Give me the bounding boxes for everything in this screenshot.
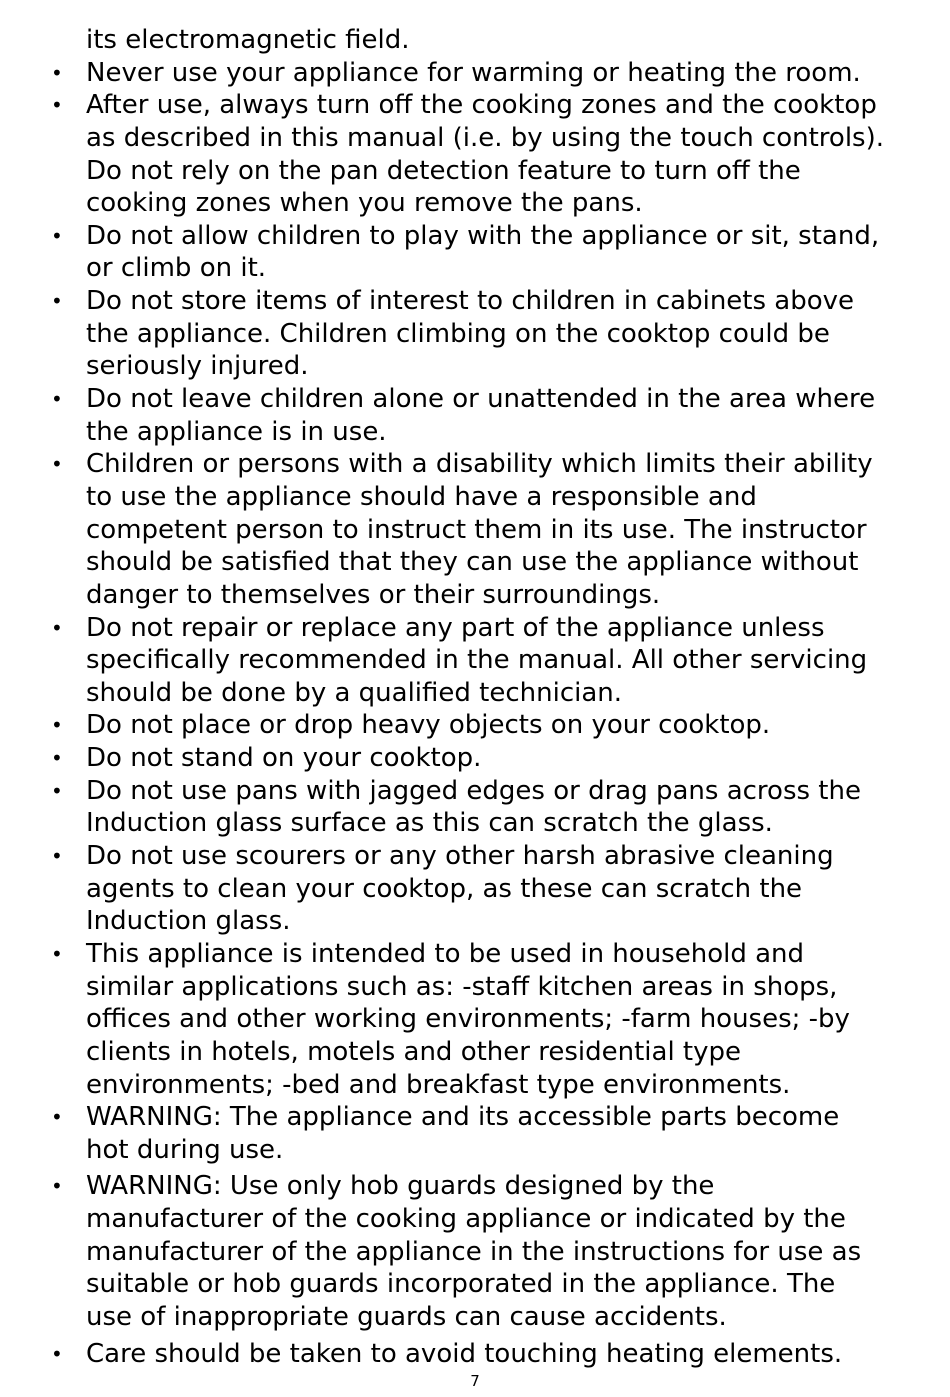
text-line: [0, 1301, 950, 1334]
line-text: hot during use.: [86, 1134, 284, 1165]
line-text: agents to clean your cooktop, as these can scratch the: [86, 873, 803, 904]
line-text: Do not place or drop heavy objects on your cooktop.: [86, 710, 771, 741]
bullet-item-line: [0, 709, 950, 742]
line-text: WARNING: Use only hob guards designed by the: [86, 1171, 715, 1202]
bullet-icon: •: [51, 844, 63, 869]
bullet-icon: •: [51, 387, 63, 412]
text-line: [0, 971, 950, 1004]
line-text: should be done by a qualified technician.: [86, 677, 623, 708]
line-text: offices and other working environments; -farm houses; -by: [86, 1004, 850, 1035]
line-text: specifically recommended in the manual. All other servicing: [86, 645, 868, 676]
bullet-icon: •: [51, 1341, 63, 1366]
text-line: [0, 187, 950, 220]
bullet-icon: •: [51, 615, 63, 640]
text-line: [0, 579, 950, 612]
bullet-icon: •: [51, 452, 63, 477]
text-line: [0, 1069, 950, 1102]
bullet-icon: •: [51, 93, 63, 118]
bullet-icon: •: [51, 778, 63, 803]
line-text: Care should be taken to avoid touching heating elements.: [86, 1338, 843, 1369]
text-line: [0, 318, 950, 351]
line-text: WARNING: The appliance and its accessible parts become: [86, 1102, 840, 1133]
bullet-item-line: [0, 383, 950, 416]
bullet-icon: •: [51, 1105, 63, 1130]
bullet-item-line: [0, 775, 950, 808]
line-text: Do not leave children alone or unattended in the area where: [86, 384, 876, 415]
line-text: similar applications such as: -staff kitchen areas in shops,: [86, 971, 838, 1002]
text-line: [0, 252, 950, 285]
line-text: to use the appliance should have a responsible and: [86, 481, 757, 512]
line-text: the appliance is in use.: [86, 416, 387, 447]
bullet-item-line: [0, 57, 950, 90]
text-line: [0, 1003, 950, 1036]
line-text: Induction glass surface as this can scratch the glass.: [86, 808, 773, 839]
line-text: Children or persons with a disability which limits their ability: [86, 449, 873, 480]
line-text: Do not rely on the pan detection feature to turn off the: [86, 155, 801, 186]
line-text: seriously injured.: [86, 351, 309, 382]
bullet-item-line: [0, 285, 950, 318]
line-text: cooking zones when you remove the pans.: [86, 188, 643, 219]
line-text: the appliance. Children climbing on the cooktop could be: [86, 318, 830, 349]
bullet-item-line: [0, 742, 950, 775]
bullet-item-line: [0, 448, 950, 481]
bullet-item-line: [0, 1338, 950, 1371]
text-line: [0, 481, 950, 514]
bullet-icon: •: [51, 60, 63, 85]
text-line: [0, 155, 950, 188]
text-line: [0, 807, 950, 840]
line-text: suitable or hob guards incorporated in the appliance. The: [86, 1269, 836, 1300]
line-text: Do not repair or replace any part of the appliance unless: [86, 612, 825, 643]
line-text: environments; -bed and breakfast type environments.: [86, 1069, 791, 1100]
line-text: After use, always turn off the cooking zones and the cooktop: [86, 90, 877, 121]
bullet-icon: •: [51, 713, 63, 738]
line-text: This appliance is intended to be used in household and: [86, 938, 805, 969]
bullet-item-line: [0, 89, 950, 122]
bullet-item-line: [0, 938, 950, 971]
text-line: [0, 1236, 950, 1269]
page-number: 7: [470, 1372, 480, 1390]
line-text: Never use your appliance for warming or heating the room.: [86, 57, 861, 88]
bullet-icon: •: [51, 223, 63, 248]
line-text: competent person to instruct them in its use. The instructor: [86, 514, 867, 545]
line-text: use of inappropriate guards can cause accidents.: [86, 1301, 727, 1332]
line-text: Do not store items of interest to children in cabinets above: [86, 286, 855, 317]
text-line: [0, 416, 950, 449]
bullet-icon: •: [51, 289, 63, 314]
safety-instructions-list: [0, 24, 950, 1370]
text-line: [0, 644, 950, 677]
text-line: [0, 546, 950, 579]
text-line: [0, 122, 950, 155]
bullet-item-line: [0, 612, 950, 645]
text-line: [0, 350, 950, 383]
text-line: [0, 514, 950, 547]
line-text: or climb on it.: [86, 253, 267, 284]
line-text: Induction glass.: [86, 906, 291, 937]
text-line: [0, 1203, 950, 1236]
line-text: its electromagnetic field.: [86, 25, 410, 55]
line-text: Do not stand on your cooktop.: [86, 743, 482, 774]
bullet-icon: •: [51, 1174, 63, 1199]
bullet-item-line: [0, 840, 950, 873]
text-line: [0, 905, 950, 938]
bullet-item-line: [0, 1101, 950, 1134]
bullet-icon: •: [51, 746, 63, 771]
line-text: Do not use pans with jagged edges or drag pans across the: [86, 775, 861, 806]
line-text: should be satisfied that they can use the appliance without: [86, 547, 859, 578]
line-text: Do not allow children to play with the appliance or sit, stand,: [86, 220, 880, 251]
text-line: [0, 1134, 950, 1167]
text-line: [0, 677, 950, 710]
text-line: [0, 1036, 950, 1069]
bullet-item-line: [0, 1170, 950, 1203]
bullet-item-line: [0, 220, 950, 253]
text-line: [0, 24, 950, 57]
line-text: clients in hotels, motels and other residential type: [86, 1036, 742, 1067]
text-line: [0, 1268, 950, 1301]
line-text: as described in this manual (i.e. by using the touch controls).: [86, 122, 885, 153]
line-text: Do not use scourers or any other harsh abrasive cleaning: [86, 841, 834, 872]
line-text: manufacturer of the cooking appliance or indicated by the: [86, 1204, 846, 1235]
line-text: manufacturer of the appliance in the instructions for use as: [86, 1236, 862, 1267]
line-text: danger to themselves or their surroundings.: [86, 579, 661, 610]
text-line: [0, 873, 950, 906]
bullet-icon: •: [51, 941, 63, 966]
